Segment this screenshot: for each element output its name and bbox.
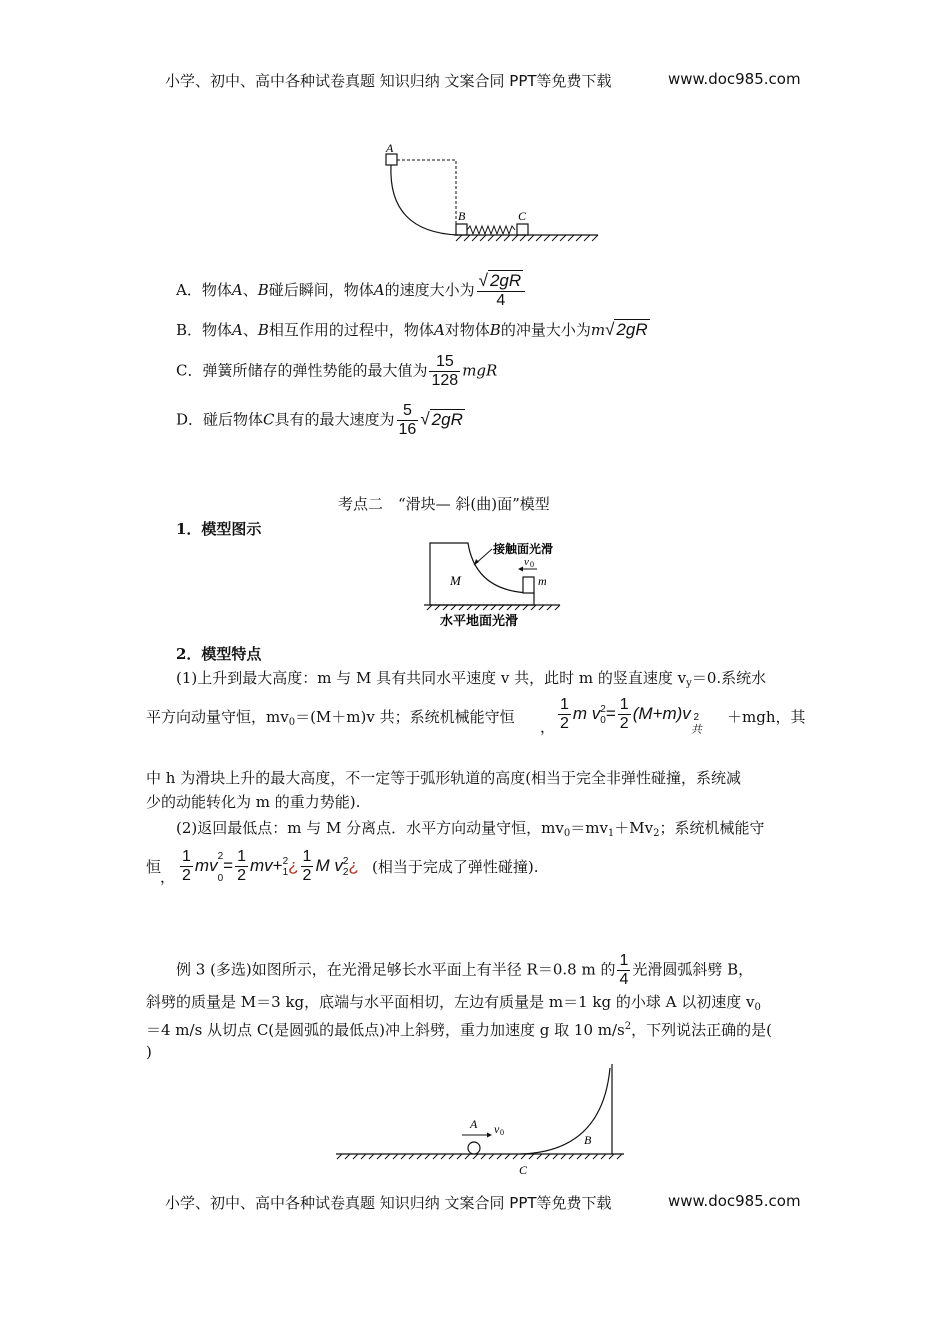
expr: M v — [315, 856, 343, 875]
label-b: B — [584, 1133, 592, 1147]
sub: 0 — [288, 717, 296, 728]
para2-comma: ， — [160, 868, 176, 886]
footer-banner: 小学、初中、高中各种试卷真题 知识归纳 文案合同 PPT等免费下载 — [165, 1194, 612, 1212]
var-b: B — [257, 321, 269, 339]
sub: 1 — [607, 828, 615, 839]
dashed-guide — [397, 160, 456, 224]
numerator: 1 — [302, 848, 312, 866]
var-b: B — [257, 281, 269, 299]
fraction — [180, 848, 193, 885]
option-d[interactable] — [176, 402, 465, 439]
sep: 、 — [242, 281, 258, 299]
expr: m v — [572, 703, 601, 723]
option-c-prefix: C．弹簧所储存的弹性势能的最大值为 — [176, 361, 428, 380]
text: 的冲量大小为 — [500, 321, 591, 339]
text: 光滑圆弧斜劈 B， — [632, 960, 754, 979]
para2-heng: 恒 — [146, 858, 162, 876]
para2-line2-tail: (相当于完成了弹性碰撞). — [372, 858, 539, 876]
sub: 0 — [600, 714, 606, 726]
expr: mv — [194, 856, 218, 875]
option-a-prefix: A．物体 — [176, 281, 232, 299]
sub: y — [686, 678, 692, 689]
para1-line3: 中 h 为滑块上升的最大高度，不一定等于弧形轨道的高度(相当于完全非弹性碰撞，系统减 — [146, 769, 742, 787]
label-v0-sub: 0 — [500, 1128, 504, 1137]
option-b-prefix: B．物体 — [176, 321, 233, 339]
numerator: 1 — [560, 696, 569, 713]
quarter-arc — [391, 165, 458, 235]
sup-sub — [691, 711, 702, 737]
header-banner: 小学、初中、高中各种试卷真题 知识归纳 文案合同 PPT等免费下载 — [165, 72, 612, 90]
text: 的速度大小为 — [384, 281, 475, 299]
denominator: 2 — [619, 715, 629, 732]
text: 对物体 — [444, 321, 490, 339]
arc-wedge-curve — [520, 1068, 610, 1154]
para1-line4: 少的动能转化为 m 的重力势能). — [146, 793, 361, 811]
text: 相互作用的过程中，物体 — [268, 321, 434, 339]
ground-hatch — [337, 1154, 622, 1159]
sup: 2 — [693, 711, 700, 723]
figure-3-arc-wedge — [330, 1060, 630, 1185]
text: (1)上升到最大高度：m 与 M 具有共同水平速度 v 共，此时 m 的竖直速度 v — [176, 669, 687, 687]
var-m: m — [590, 321, 606, 339]
radicand: 2gR — [489, 271, 522, 290]
text: ＝(M＋m)v 共；系统机械能守恒 — [295, 708, 515, 726]
sub: 共 — [690, 723, 702, 736]
para1-line2-tail: ＋mgh，其 — [727, 708, 806, 726]
pointer-arrowhead — [474, 559, 479, 565]
label-a: A — [386, 141, 394, 155]
equals: = — [223, 856, 234, 875]
radicand: 2gR — [616, 320, 648, 339]
odd-char: ¿ — [348, 856, 359, 875]
text: 例 3 (多选)如图所示，在光滑足够长水平面上有半径 R＝0.8 m 的 — [176, 960, 616, 979]
sep: 、 — [242, 321, 258, 339]
fraction — [235, 848, 248, 885]
denominator: 2 — [182, 867, 191, 885]
text: (2)返回最低点：m 与 M 分离点．水平方向动量守恒，mv — [176, 819, 564, 837]
sub: 0 — [754, 1002, 761, 1013]
text: ，下列说法正确的是( — [631, 1021, 772, 1039]
contact-label: 接触面光滑 — [493, 542, 554, 556]
var-a: A — [433, 321, 445, 339]
velocity-arrowhead — [487, 1133, 492, 1138]
denominator: 2 — [560, 715, 569, 732]
sup: 2 — [282, 855, 289, 867]
figure-2-slider-model — [422, 537, 572, 632]
para1-line2 — [146, 706, 515, 734]
fraction — [558, 696, 571, 733]
v0-sub: 0 — [530, 560, 534, 569]
radical: √ 2gR — [605, 320, 648, 339]
sub: 2 — [653, 828, 660, 839]
label-big-m: M — [450, 573, 461, 588]
sup: 2 — [624, 1021, 632, 1032]
text: ＝mv — [570, 819, 608, 837]
ground-hatch — [427, 605, 560, 610]
fraction — [301, 848, 314, 885]
text: 斜劈的质量是 M＝3 kg，底端与水平面相切，左边有质量是 m＝1 kg 的小球 A 以初速度 v — [146, 993, 755, 1011]
figure-caption: 水平地面光滑 — [440, 614, 519, 629]
numerator: 1 — [237, 848, 246, 866]
para1-comma: ， — [540, 718, 556, 736]
radicand: 2gR — [431, 409, 463, 429]
denominator: 4 — [619, 971, 629, 988]
text: 碰后瞬间，物体 — [268, 281, 374, 299]
numerator: 1 — [619, 696, 629, 713]
denominator: 16 — [398, 421, 417, 438]
text: ＝0.系统水 — [691, 669, 767, 687]
example3-line1 — [176, 952, 753, 989]
fraction: $\frac{√ 2gR}{4}$ — [477, 272, 526, 310]
label-small-m: m — [538, 574, 547, 588]
ball-a — [468, 1142, 480, 1154]
velocity-arrowhead — [518, 567, 523, 572]
v0-label: v — [524, 556, 529, 568]
option-d-prefix: D．碰后物体 — [176, 410, 264, 429]
example3-line4: ) — [146, 1043, 152, 1061]
block-b — [456, 224, 467, 235]
numerator: 1 — [619, 952, 629, 969]
text: 具有的最大速度为 — [274, 410, 395, 429]
text: 平方向动量守恒，mv — [146, 708, 289, 726]
sub: 0 — [217, 873, 224, 884]
odd-char: ¿ — [288, 856, 299, 875]
energy-equation-2 — [178, 846, 359, 890]
sup: 2 — [217, 851, 224, 862]
label-b: B — [458, 209, 466, 223]
energy-equation-1 — [556, 696, 702, 737]
option-b[interactable] — [176, 319, 650, 341]
label-c: C — [519, 1163, 528, 1177]
text: ＋Mv — [614, 819, 654, 837]
section-title: 考点二 “滑块— 斜(曲)面”模型 — [338, 495, 550, 513]
text: ＝4 m/s 从切点 C(是圆弧的最低点)冲上斜劈，重力加速度 g 取 10 m/s — [146, 1021, 625, 1039]
numerator: 15 — [429, 353, 460, 372]
fraction — [618, 696, 631, 733]
var-a: A — [232, 321, 243, 339]
label-v0: v — [494, 1122, 500, 1136]
numerator: 5 — [397, 402, 419, 421]
label-a: A — [470, 1117, 478, 1131]
text: ；系统机械能守 — [659, 819, 765, 837]
var-a: A — [231, 281, 243, 299]
fraction — [617, 952, 630, 989]
block-c — [517, 224, 528, 235]
para1-line1 — [176, 667, 766, 695]
label-c: C — [518, 209, 527, 223]
equals: = — [605, 703, 616, 723]
heading-model-figure: 1．模型图示 — [176, 520, 262, 538]
block-a — [386, 154, 397, 165]
header-site-link[interactable]: www.doc985.com — [668, 70, 801, 88]
radical: √ 2gR — [420, 409, 463, 429]
para2-line1 — [176, 817, 765, 845]
option-a[interactable] — [176, 272, 527, 310]
denominator: 128 — [431, 372, 459, 389]
numerator: 1 — [182, 848, 191, 866]
expr: (M+m)v — [632, 703, 691, 723]
denominator: 2 — [237, 867, 246, 885]
fraction — [397, 402, 419, 439]
sup: 2 — [600, 703, 606, 715]
sub: 1 — [282, 866, 289, 878]
spring — [467, 226, 515, 234]
fraction — [429, 353, 460, 390]
sup: 2 — [342, 855, 349, 867]
sub: 0 — [563, 828, 571, 839]
var-c: C — [263, 410, 275, 429]
example3-line3 — [146, 1016, 772, 1041]
denominator: 4 — [496, 292, 506, 309]
denominator: 2 — [302, 867, 312, 885]
expr: mv — [249, 856, 273, 875]
block-m-small — [523, 577, 534, 593]
expr: mgR — [462, 361, 498, 380]
plus: + — [272, 856, 283, 875]
footer-site-link[interactable]: www.doc985.com — [668, 1192, 801, 1210]
figure-1-curved-track — [370, 140, 610, 245]
sub: 2 — [342, 866, 349, 878]
example3-line2 — [146, 991, 761, 1019]
ground-hatch — [456, 235, 598, 241]
var-b: B — [489, 321, 501, 339]
option-c[interactable] — [176, 353, 497, 390]
var-a: A — [373, 281, 385, 299]
heading-model-features: 2．模型特点 — [176, 645, 262, 663]
